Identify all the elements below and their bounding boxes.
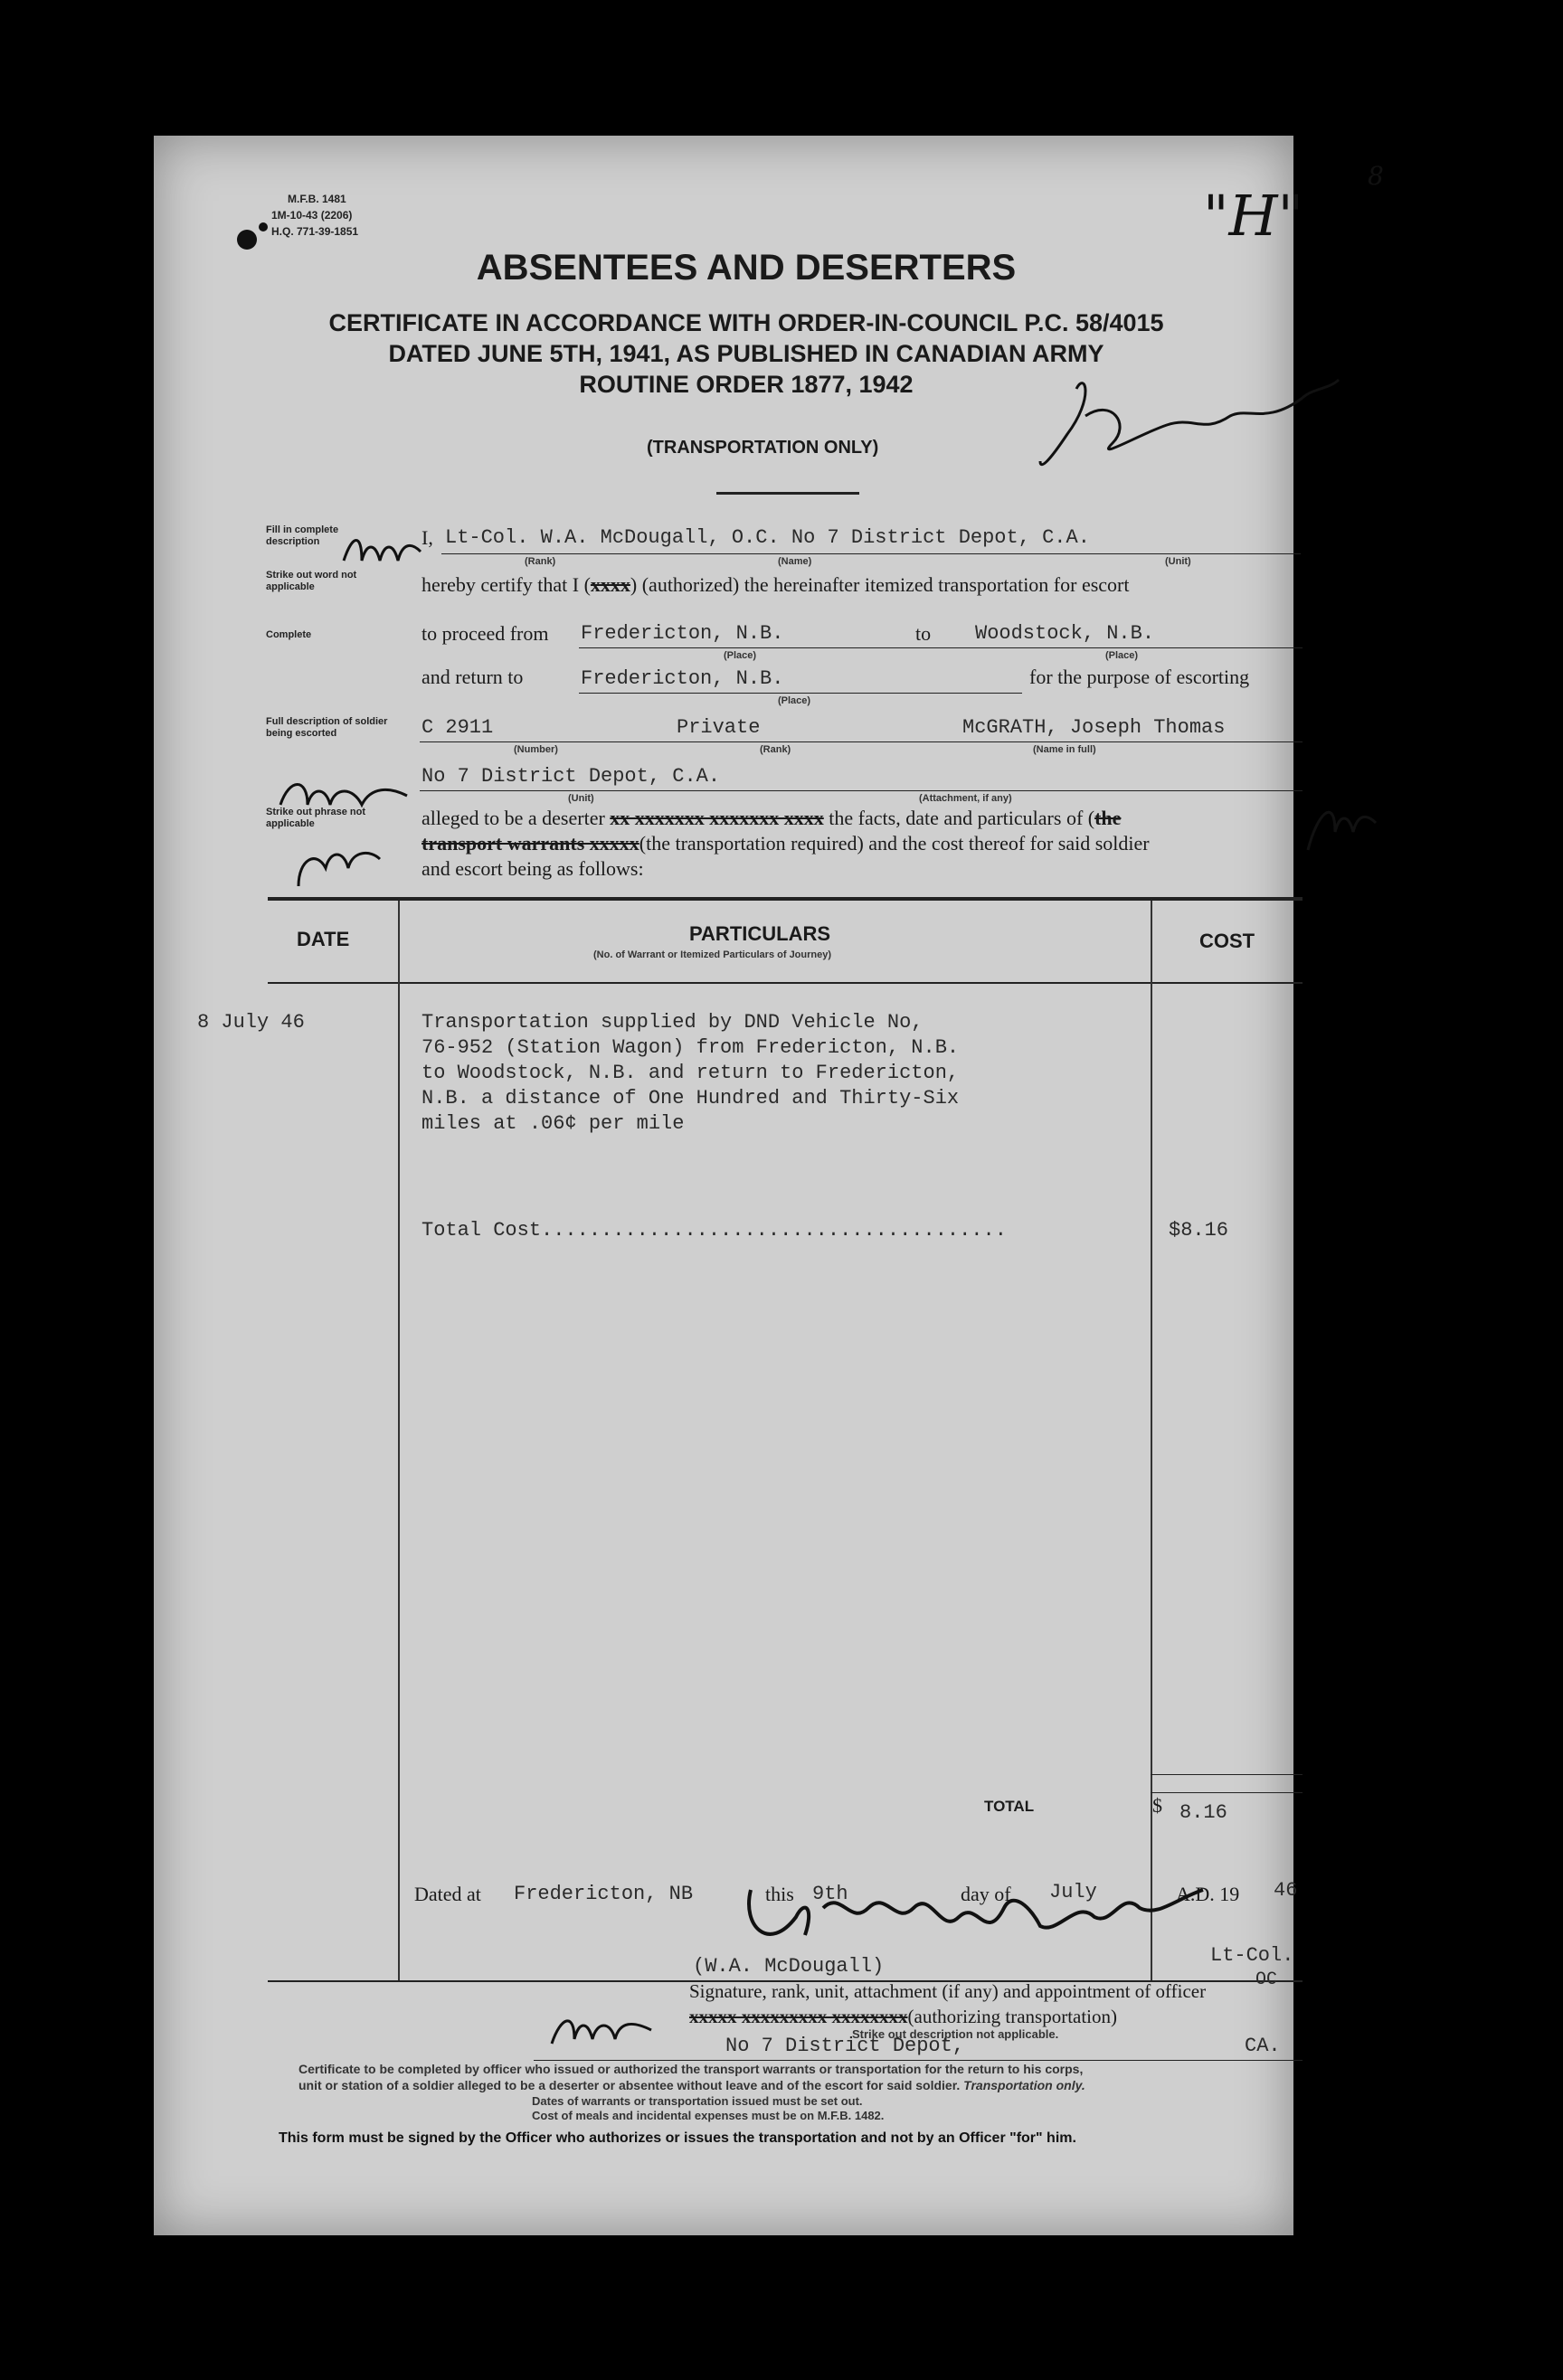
soldier-rank: Private	[677, 716, 761, 739]
signature-unit: No 7 District Depot,	[725, 2035, 965, 2057]
handwritten-initials-footer	[534, 1980, 669, 2062]
struck-the: the	[1094, 807, 1122, 829]
cap-unit: (Unit)	[1165, 556, 1191, 567]
dated-day-of: day of	[961, 1883, 1011, 1905]
entry-line2: 76-952 (Station Wagon) from Fredericton, N.B.	[422, 1036, 960, 1059]
cap-place-to: (Place)	[1105, 650, 1139, 661]
total-cost-label: Total Cost.......................................	[422, 1219, 1007, 1242]
soldier-unit: No 7 District Depot, C.A.	[422, 765, 721, 788]
entry-line5: miles at .06¢ per mile	[422, 1112, 685, 1135]
facts-text2: (the transportation required) and the cost thereof for said soldier	[639, 832, 1150, 855]
table-top-rule	[268, 897, 1302, 901]
form-number: M.F.B. 1481	[288, 193, 346, 205]
cap-number: (Number)	[514, 744, 558, 755]
strike-caption: Strike out description not applicable.	[852, 2027, 1059, 2041]
footer-line2-emph: Transportation only.	[963, 2078, 1085, 2092]
officer-oc: OC	[1255, 1969, 1278, 1990]
entry-line3: to Woodstock, N.B. and return to Fredericton,	[422, 1062, 960, 1084]
cert-intro: I,	[422, 526, 433, 549]
to-label: to	[915, 622, 932, 645]
soldier-underline	[420, 741, 1302, 742]
dated-at-label: Dated at	[414, 1883, 481, 1905]
col-particulars-header: PARTICULARS	[689, 922, 831, 945]
subtitle-line2: DATED JUNE 5TH, 1941, AS PUBLISHED IN CANADIAN ARMY	[388, 340, 1104, 367]
table-col-divider-2	[1151, 901, 1152, 1980]
from-place: Fredericton, N.B.	[581, 622, 784, 645]
form-page	[154, 136, 1384, 2235]
handwritten-initials-margin	[335, 515, 434, 579]
form-hq-code: H.Q. 771-39-1851	[271, 225, 359, 238]
alleged-line	[422, 807, 1121, 830]
signature-caption: Signature, rank, unit, attachment (if any) and appointment of officer	[689, 1980, 1207, 2002]
col-particulars-subheader: (No. of Warrant or Itemized Particulars of Journey)	[593, 949, 832, 960]
soldier-number: C 2911	[422, 716, 494, 739]
proceed-underline	[579, 647, 1302, 648]
unit-underline	[420, 790, 1302, 791]
typed-officer-name: (W.A. McDougall)	[693, 1955, 885, 1978]
return-underline	[579, 693, 1022, 694]
col-cost-header: COST	[1199, 930, 1255, 952]
title-rule	[716, 492, 859, 495]
footer-line3: Dates of warrants or transportation issued must be set out.	[532, 2094, 863, 2108]
struck-issued: xxxx	[590, 573, 630, 596]
margin-note-strike-phrase: Strike out phrase not applicable	[266, 807, 366, 829]
cap-place-from: (Place)	[724, 650, 757, 661]
officer-rank-name-unit: Lt-Col. W.A. McDougall, O.C. No 7 District Depot, C.A.	[445, 526, 1090, 549]
entry-line1: Transportation supplied by DND Vehicle No,	[422, 1011, 924, 1034]
total-lower-rule	[1151, 1792, 1302, 1793]
dated-day: 9th	[812, 1883, 848, 1905]
footer-line4: Cost of meals and incidental expenses must be on M.F.B. 1482.	[532, 2109, 885, 2122]
certify-text2: ) (authorized) the hereinafter itemized transportation for escort	[630, 573, 1130, 596]
facts-line3: and escort being as follows:	[422, 857, 644, 880]
struck-warrants: transport warrants xxxxx	[422, 832, 639, 855]
cap-attachment: (Attachment, if any)	[919, 793, 1012, 804]
return-label: and return to	[422, 666, 524, 688]
handwritten-initials	[1031, 362, 1357, 506]
margin-note-strike-word: Strike out word not applicable	[266, 570, 357, 592]
dated-year: 46	[1274, 1879, 1298, 1902]
col-date-header: DATE	[297, 928, 350, 950]
margin-note-complete: Complete	[266, 629, 312, 640]
form-print-code: 1M-10-43 (2206)	[271, 209, 353, 222]
certify-text: hereby certify that I (	[422, 573, 591, 596]
dated-ad: A.D. 19	[1176, 1883, 1240, 1905]
form-title: ABSENTEES AND DESERTERS	[476, 248, 1017, 288]
struck-issuing: xxxxx xxxxxxxxx xxxxxxxx	[689, 2006, 908, 2027]
proceed-label: to proceed from	[422, 622, 549, 645]
officer-underline	[441, 553, 1301, 554]
page-number: 8	[1368, 161, 1384, 191]
corner-mark: "H"	[1203, 183, 1304, 249]
subtitle-line1: CERTIFICATE IN ACCORDANCE WITH ORDER-IN-COUNCIL P.C. 58/4015	[328, 309, 1164, 336]
footer-line5: This form must be signed by the Officer who authorizes or issues the transportation and not by an Officer "for" him.	[279, 2130, 1076, 2146]
table-header-rule	[268, 982, 1302, 984]
total-dollar: $	[1152, 1794, 1162, 1817]
subtitle-line3: ROUTINE ORDER 1877, 1942	[579, 371, 914, 398]
officer-rank: Lt-Col.	[1210, 1944, 1294, 1967]
return-place: Fredericton, N.B.	[581, 667, 784, 690]
total-label: TOTAL	[984, 1798, 1035, 1815]
handwritten-initials-margin	[262, 751, 425, 895]
officer-signature	[715, 1854, 1221, 1971]
cap-rank: (Rank)	[525, 556, 556, 567]
authorizing-text: (authorizing transportation)	[907, 2006, 1118, 2027]
total-upper-rule	[1151, 1774, 1302, 1775]
total-value: 8.16	[1179, 1801, 1227, 1824]
cap-unit2: (Unit)	[568, 793, 594, 804]
struck-absentee: xx xxxxxxx xxxxxxx xxxx	[610, 807, 824, 829]
footer-line2	[298, 2078, 1085, 2092]
signature-ca: CA.	[1245, 2035, 1281, 2057]
facts-line2	[422, 832, 1150, 855]
transport-note: (TRANSPORTATION ONLY)	[647, 438, 879, 458]
certify-line	[422, 573, 1130, 597]
total-cost-value: $8.16	[1169, 1219, 1229, 1242]
dated-this: this	[765, 1883, 794, 1905]
punch-hole	[237, 230, 257, 250]
soldier-name: McGRATH, Joseph Thomas	[962, 716, 1226, 739]
margin-note-fill: Fill in complete description	[266, 524, 339, 547]
dated-place: Fredericton, NB	[514, 1883, 694, 1905]
to-place: Woodstock, N.B.	[975, 622, 1155, 645]
handwritten-initials-right	[1290, 769, 1380, 868]
margin-note-full-desc: Full description of soldier being escorted	[266, 716, 388, 739]
cap-place-return: (Place)	[778, 695, 811, 706]
footer-line1: Certificate to be completed by officer who issued or authorized the transport warrants or transportation for the return to his corps,	[298, 2062, 1084, 2076]
dated-month: July	[1049, 1881, 1097, 1903]
facts-text: the facts, date and particulars of (	[829, 807, 1095, 829]
cap-name: (Name)	[778, 556, 812, 567]
footer-line2-text: unit or station of a soldier alleged to be a deserter or absentee without leave and of the escort for said soldier.	[298, 2078, 961, 2092]
table-col-divider-1	[398, 901, 400, 1980]
punch-hole	[259, 222, 268, 231]
purpose-text: for the purpose of escorting	[1029, 666, 1250, 688]
signature-auth-line	[689, 2006, 1117, 2028]
alleged-text: alleged to be a deserter	[422, 807, 605, 829]
cap-fullname: (Name in full)	[1033, 744, 1096, 755]
cap-rank2: (Rank)	[760, 744, 791, 755]
entry-date: 8 July 46	[197, 1011, 305, 1034]
entry-line4: N.B. a distance of One Hundred and Thirty-Six	[422, 1087, 960, 1110]
